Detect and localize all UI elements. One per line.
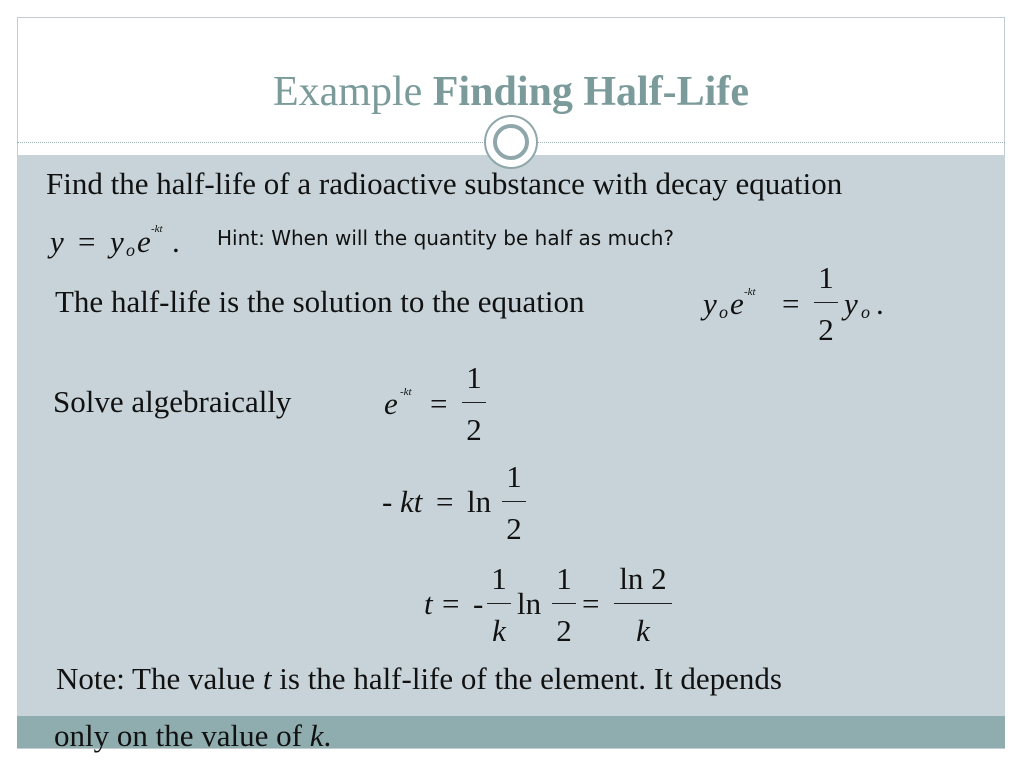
- eq4-equals: =: [436, 484, 454, 519]
- eq3-exp: -kt: [400, 386, 412, 398]
- halflife-text: The half-life is the solution to the equation: [55, 284, 585, 319]
- eq4-ln: ln: [467, 484, 492, 519]
- eq1-sub: o: [126, 240, 135, 260]
- eq4-frac-bar: [502, 501, 526, 502]
- eq5-num1: 1: [491, 561, 507, 596]
- eq3-den: 2: [466, 412, 482, 447]
- eq2-sub2: o: [861, 302, 870, 322]
- eq2-frac-bar: [814, 302, 838, 303]
- eq3-num: 1: [466, 360, 482, 395]
- eq2-exp: -kt: [744, 286, 756, 298]
- eq5-frac-bar-3: [614, 603, 672, 604]
- eq5-equals-2: =: [582, 586, 600, 621]
- note-t: t: [262, 661, 272, 696]
- eq4-minus: -: [382, 484, 393, 519]
- note-line-2: [54, 720, 331, 751]
- circle-ornament-icon: [484, 115, 538, 169]
- note-line-1: [56, 663, 782, 694]
- eq2-sub: o: [719, 302, 728, 322]
- eq2-e: e: [730, 286, 744, 321]
- note-line2a: only on the value of: [54, 718, 302, 753]
- eq2-num: 1: [818, 260, 834, 295]
- note-k: k: [309, 718, 324, 753]
- eq3-equals: =: [430, 386, 448, 421]
- eq5-t: t: [424, 586, 433, 621]
- hint-text: Hint: When will the quantity be half as much?: [217, 226, 675, 250]
- eq1-exp: -kt: [151, 223, 163, 235]
- eq3-e: e: [384, 386, 398, 421]
- eq4-den: 2: [506, 511, 522, 546]
- eq5-minus: -: [473, 586, 484, 621]
- note-part2: is the half-life of the element. It depends: [279, 661, 782, 696]
- eq5-ln: ln: [517, 586, 542, 621]
- eq1-y: y: [50, 224, 64, 259]
- problem-text: Find the half-life of a radioactive substance with decay equation: [46, 166, 843, 201]
- eq1-e: e: [137, 224, 151, 259]
- eq2-equals: =: [782, 286, 800, 321]
- eq1-y0: y: [110, 224, 124, 259]
- eq5-num3: ln 2: [619, 561, 667, 596]
- eq4-kt: kt: [400, 484, 423, 519]
- eq5-den3: k: [636, 613, 650, 648]
- eq2-period: .: [876, 286, 884, 321]
- eq5-equals: =: [442, 586, 460, 621]
- eq3-frac-bar: [462, 402, 486, 403]
- eq5-num2: 1: [556, 561, 572, 596]
- solve-label: Solve algebraically: [53, 384, 292, 419]
- eq1-period: .: [172, 224, 180, 259]
- eq5-den1: k: [492, 613, 506, 648]
- eq2-y: y: [703, 286, 717, 321]
- eq5-frac-bar-1: [487, 603, 511, 604]
- eq5-den2: 2: [556, 613, 572, 648]
- eq2-den: 2: [818, 312, 834, 347]
- circle-ornament-inner: [493, 124, 529, 160]
- note-line2b: .: [323, 718, 332, 753]
- eq5-frac-bar-2: [552, 603, 576, 604]
- slide-title: [17, 71, 1005, 113]
- title-plain: Example: [273, 69, 423, 115]
- note-part1: Note: The value: [56, 661, 256, 696]
- title-bold: Finding Half-Life: [432, 69, 749, 115]
- eq4-num: 1: [506, 459, 522, 494]
- eq1-equals: =: [78, 224, 96, 259]
- eq2-y2: y: [844, 286, 858, 321]
